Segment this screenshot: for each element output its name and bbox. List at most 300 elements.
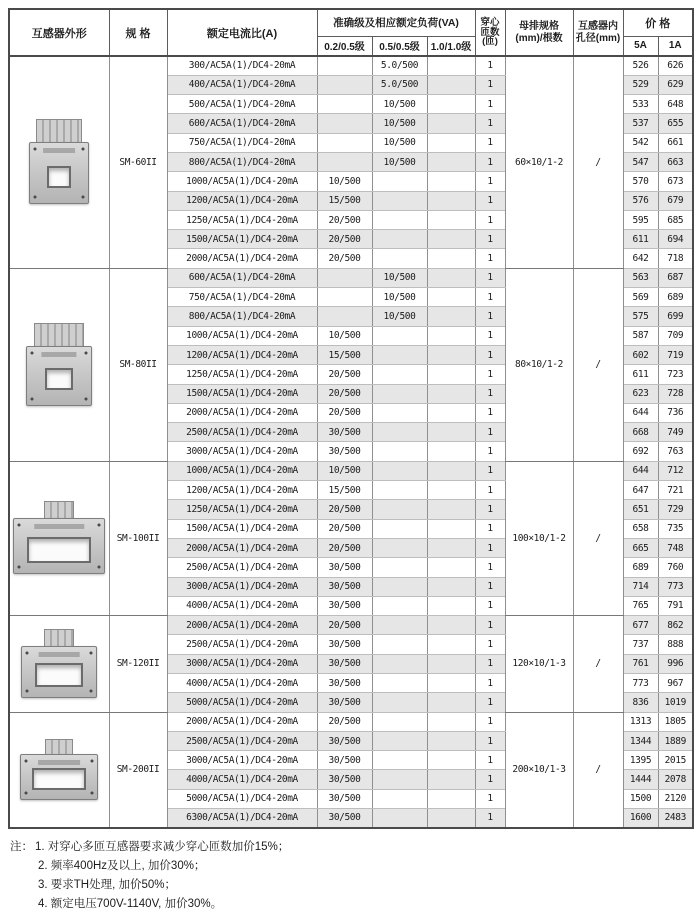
accuracy-10-value [427, 616, 475, 635]
accuracy-10-value [427, 133, 475, 152]
accuracy-10-value [427, 307, 475, 326]
ct-terminal-block [44, 629, 74, 647]
ct-body [29, 142, 89, 204]
col-header-price-5a: 5A [623, 36, 658, 56]
accuracy-05-value [372, 538, 427, 557]
ct-window [27, 537, 91, 563]
accuracy-05-value [372, 674, 427, 693]
price-1a-value: 888 [658, 635, 693, 654]
accuracy-10-value [427, 172, 475, 191]
turns-value: 1 [475, 326, 505, 345]
accuracy-02-value [317, 268, 372, 287]
price-5a-value: 1500 [623, 789, 658, 808]
ratio-value: 3000/AC5A(1)/DC4-20mA [167, 577, 317, 596]
price-1a-value: 729 [658, 500, 693, 519]
accuracy-10-value [427, 789, 475, 808]
turns-value: 1 [475, 423, 505, 442]
price-5a-value: 547 [623, 152, 658, 171]
price-1a-value: 699 [658, 307, 693, 326]
accuracy-02-value: 30/500 [317, 423, 372, 442]
turns-value: 1 [475, 172, 505, 191]
accuracy-05-value: 10/500 [372, 307, 427, 326]
ct-terminal-block [34, 323, 84, 347]
ct-photo-sm-60 [29, 119, 89, 205]
ct-body [26, 346, 92, 406]
turns-value: 1 [475, 442, 505, 461]
price-1a-value: 673 [658, 172, 693, 191]
accuracy-10-value [427, 423, 475, 442]
ct-terminal-block [36, 119, 82, 143]
accuracy-02-value: 20/500 [317, 519, 372, 538]
accuracy-10-value [427, 481, 475, 500]
accuracy-05-value: 10/500 [372, 95, 427, 114]
accuracy-10-value [427, 210, 475, 229]
ratio-value: 4000/AC5A(1)/DC4-20mA [167, 674, 317, 693]
price-5a-value: 773 [623, 674, 658, 693]
accuracy-10-value [427, 596, 475, 615]
price-1a-value: 749 [658, 423, 693, 442]
product-photo-cell [9, 461, 109, 615]
spec-label: SM-100II [109, 461, 167, 615]
price-1a-value: 721 [658, 481, 693, 500]
accuracy-05-value [372, 770, 427, 789]
col-header-price-group: 价 格 [623, 9, 693, 36]
price-5a-value: 692 [623, 442, 658, 461]
price-1a-value: 719 [658, 345, 693, 364]
price-1a-value: 2015 [658, 751, 693, 770]
col-header-price-1a: 1A [658, 36, 693, 56]
note-line [10, 838, 670, 857]
ratio-value: 1250/AC5A(1)/DC4-20mA [167, 500, 317, 519]
turns-value: 1 [475, 674, 505, 693]
ct-photo-sm-200 [20, 739, 98, 801]
accuracy-05-value: 10/500 [372, 152, 427, 171]
price-1a-value: 735 [658, 519, 693, 538]
ratio-value: 2500/AC5A(1)/DC4-20mA [167, 731, 317, 750]
price-5a-value: 677 [623, 616, 658, 635]
accuracy-05-value [372, 191, 427, 210]
ratio-value: 750/AC5A(1)/DC4-20mA [167, 288, 317, 307]
price-5a-value: 569 [623, 288, 658, 307]
busbar-spec-value: 200×10/1-3 [505, 712, 573, 828]
turns-value: 1 [475, 461, 505, 480]
accuracy-05-value [372, 500, 427, 519]
turns-value: 1 [475, 152, 505, 171]
col-header-hole [573, 9, 623, 56]
accuracy-10-value [427, 809, 475, 828]
turns-value: 1 [475, 635, 505, 654]
price-1a-value: 718 [658, 249, 693, 268]
turns-value: 1 [475, 114, 505, 133]
turns-value: 1 [475, 712, 505, 731]
price-5a-value: 602 [623, 345, 658, 364]
accuracy-05-value [372, 384, 427, 403]
note-item-3: 3. 要求TH处理, 加价50%； [38, 879, 177, 891]
accuracy-02-value: 30/500 [317, 596, 372, 615]
product-photo-cell [9, 56, 109, 268]
price-1a-value: 723 [658, 365, 693, 384]
accuracy-10-value [427, 268, 475, 287]
accuracy-02-value: 30/500 [317, 731, 372, 750]
price-1a-value: 626 [658, 56, 693, 75]
price-1a-value: 2120 [658, 789, 693, 808]
turns-value: 1 [475, 654, 505, 673]
col-header-turns-line2: 匝数 [480, 26, 500, 38]
ratio-value: 1000/AC5A(1)/DC4-20mA [167, 172, 317, 191]
price-1a-value: 1889 [658, 731, 693, 750]
price-1a-value: 728 [658, 384, 693, 403]
price-1a-value: 689 [658, 288, 693, 307]
price-1a-value: 687 [658, 268, 693, 287]
spec-label: SM-60II [109, 56, 167, 268]
price-1a-value: 1019 [658, 693, 693, 712]
price-5a-value: 689 [623, 558, 658, 577]
price-5a-value: 563 [623, 268, 658, 287]
accuracy-02-value [317, 288, 372, 307]
ct-terminal-block [44, 501, 74, 519]
price-1a-value: 996 [658, 654, 693, 673]
accuracy-05-value [372, 789, 427, 808]
notes [10, 838, 670, 912]
ratio-value: 2500/AC5A(1)/DC4-20mA [167, 558, 317, 577]
ratio-value: 400/AC5A(1)/DC4-20mA [167, 75, 317, 94]
accuracy-02-value: 30/500 [317, 789, 372, 808]
turns-value: 1 [475, 249, 505, 268]
turns-value: 1 [475, 751, 505, 770]
turns-value: 1 [475, 577, 505, 596]
accuracy-02-value [317, 307, 372, 326]
product-photo-cell [9, 712, 109, 828]
accuracy-10-value [427, 674, 475, 693]
accuracy-05-value: 10/500 [372, 268, 427, 287]
accuracy-10-value [427, 442, 475, 461]
ratio-value: 5000/AC5A(1)/DC4-20mA [167, 789, 317, 808]
table-row [9, 461, 693, 480]
note-item-2: 2. 频率400Hz及以上, 加价30%； [38, 860, 206, 872]
price-5a-value: 575 [623, 307, 658, 326]
ratio-value: 300/AC5A(1)/DC4-20mA [167, 56, 317, 75]
turns-value: 1 [475, 307, 505, 326]
ratio-value: 600/AC5A(1)/DC4-20mA [167, 268, 317, 287]
ratio-value: 1250/AC5A(1)/DC4-20mA [167, 210, 317, 229]
turns-value: 1 [475, 481, 505, 500]
price-5a-value: 765 [623, 596, 658, 615]
accuracy-05-value [372, 230, 427, 249]
hole-diameter-value: / [573, 56, 623, 268]
accuracy-10-value [427, 249, 475, 268]
accuracy-02-value: 20/500 [317, 249, 372, 268]
accuracy-05-value [372, 423, 427, 442]
price-5a-value: 647 [623, 481, 658, 500]
accuracy-05-value [372, 751, 427, 770]
accuracy-10-value [427, 384, 475, 403]
busbar-spec-value: 80×10/1-2 [505, 268, 573, 461]
price-1a-value: 748 [658, 538, 693, 557]
price-1a-value: 648 [658, 95, 693, 114]
price-1a-value: 663 [658, 152, 693, 171]
accuracy-10-value [427, 461, 475, 480]
price-1a-value: 1805 [658, 712, 693, 731]
accuracy-02-value: 30/500 [317, 577, 372, 596]
table-row [9, 616, 693, 635]
col-header-shape: 互感器外形 [9, 9, 109, 56]
price-5a-value: 570 [623, 172, 658, 191]
col-header-busbar-line2: (mm)/根数 [515, 32, 563, 44]
col-header-acc-10: 1.0/1.0级 [427, 36, 475, 56]
col-header-busbar-line1: 母排规格 [519, 21, 559, 32]
price-1a-value: 736 [658, 403, 693, 422]
turns-value: 1 [475, 403, 505, 422]
ct-body [13, 518, 105, 574]
accuracy-05-value [372, 558, 427, 577]
turns-value: 1 [475, 345, 505, 364]
price-5a-value: 644 [623, 403, 658, 422]
price-1a-value: 685 [658, 210, 693, 229]
ct-body [20, 754, 98, 800]
price-5a-value: 623 [623, 384, 658, 403]
ct-window [32, 768, 86, 790]
accuracy-05-value [372, 365, 427, 384]
ratio-value: 800/AC5A(1)/DC4-20mA [167, 152, 317, 171]
accuracy-02-value: 20/500 [317, 384, 372, 403]
price-5a-value: 1313 [623, 712, 658, 731]
accuracy-02-value: 20/500 [317, 365, 372, 384]
price-1a-value: 967 [658, 674, 693, 693]
price-1a-value: 791 [658, 596, 693, 615]
accuracy-05-value [372, 249, 427, 268]
ct-terminal-block [45, 739, 73, 755]
note-line [38, 895, 670, 912]
price-1a-value: 763 [658, 442, 693, 461]
accuracy-02-value: 20/500 [317, 712, 372, 731]
price-5a-value: 1395 [623, 751, 658, 770]
note-item-4: 4. 额定电压700V-1140V, 加价30%。 [38, 898, 223, 910]
turns-value: 1 [475, 384, 505, 403]
ratio-value: 1500/AC5A(1)/DC4-20mA [167, 519, 317, 538]
accuracy-02-value: 10/500 [317, 461, 372, 480]
turns-value: 1 [475, 210, 505, 229]
col-header-acc-02: 0.2/0.5级 [317, 36, 372, 56]
ratio-value: 3000/AC5A(1)/DC4-20mA [167, 442, 317, 461]
price-5a-value: 526 [623, 56, 658, 75]
accuracy-10-value [427, 693, 475, 712]
accuracy-02-value: 30/500 [317, 770, 372, 789]
accuracy-05-value [372, 809, 427, 828]
accuracy-02-value: 30/500 [317, 558, 372, 577]
accuracy-10-value [427, 770, 475, 789]
ratio-value: 2000/AC5A(1)/DC4-20mA [167, 249, 317, 268]
ratio-value: 500/AC5A(1)/DC4-20mA [167, 95, 317, 114]
price-5a-value: 533 [623, 95, 658, 114]
accuracy-10-value [427, 288, 475, 307]
price-1a-value: 694 [658, 230, 693, 249]
ratio-value: 1250/AC5A(1)/DC4-20mA [167, 365, 317, 384]
accuracy-02-value: 20/500 [317, 230, 372, 249]
price-1a-value: 2483 [658, 809, 693, 828]
accuracy-10-value [427, 500, 475, 519]
ratio-value: 4000/AC5A(1)/DC4-20mA [167, 770, 317, 789]
turns-value: 1 [475, 558, 505, 577]
accuracy-02-value: 20/500 [317, 403, 372, 422]
price-5a-value: 761 [623, 654, 658, 673]
accuracy-10-value [427, 577, 475, 596]
product-photo-cell [9, 616, 109, 712]
accuracy-10-value [427, 712, 475, 731]
accuracy-02-value [317, 133, 372, 152]
price-5a-value: 529 [623, 75, 658, 94]
ratio-value: 1200/AC5A(1)/DC4-20mA [167, 191, 317, 210]
note-line [38, 857, 670, 876]
accuracy-02-value: 20/500 [317, 500, 372, 519]
accuracy-10-value [427, 538, 475, 557]
price-5a-value: 1600 [623, 809, 658, 828]
accuracy-02-value: 30/500 [317, 635, 372, 654]
accuracy-02-value: 30/500 [317, 751, 372, 770]
accuracy-10-value [427, 191, 475, 210]
price-5a-value: 665 [623, 538, 658, 557]
spec-label: SM-80II [109, 268, 167, 461]
accuracy-02-value: 30/500 [317, 654, 372, 673]
accuracy-02-value: 20/500 [317, 538, 372, 557]
price-5a-value: 1344 [623, 731, 658, 750]
accuracy-02-value [317, 56, 372, 75]
col-header-turns-line3: (匝) [482, 36, 498, 48]
col-header-ratio: 额定电流比(A) [167, 9, 317, 56]
col-header-hole-line2: 孔径(mm) [575, 32, 621, 44]
accuracy-02-value: 30/500 [317, 674, 372, 693]
accuracy-05-value [372, 712, 427, 731]
spec-label: SM-120II [109, 616, 167, 712]
price-1a-value: 655 [658, 114, 693, 133]
turns-value: 1 [475, 538, 505, 557]
transformer-table-body [9, 56, 693, 828]
accuracy-10-value [427, 731, 475, 750]
accuracy-05-value [372, 403, 427, 422]
accuracy-05-value [372, 731, 427, 750]
price-5a-value: 1444 [623, 770, 658, 789]
price-5a-value: 668 [623, 423, 658, 442]
accuracy-05-value: 5.0/500 [372, 56, 427, 75]
ratio-value: 1200/AC5A(1)/DC4-20mA [167, 481, 317, 500]
price-5a-value: 611 [623, 230, 658, 249]
accuracy-05-value [372, 345, 427, 364]
price-5a-value: 542 [623, 133, 658, 152]
price-5a-value: 576 [623, 191, 658, 210]
ratio-value: 1000/AC5A(1)/DC4-20mA [167, 461, 317, 480]
col-header-busbar [505, 9, 573, 56]
hole-diameter-value: / [573, 268, 623, 461]
ratio-value: 1500/AC5A(1)/DC4-20mA [167, 230, 317, 249]
accuracy-10-value [427, 230, 475, 249]
turns-value: 1 [475, 133, 505, 152]
turns-value: 1 [475, 95, 505, 114]
turns-value: 1 [475, 596, 505, 615]
accuracy-02-value: 10/500 [317, 326, 372, 345]
accuracy-05-value [372, 461, 427, 480]
accuracy-05-value [372, 654, 427, 673]
accuracy-02-value: 20/500 [317, 616, 372, 635]
turns-value: 1 [475, 616, 505, 635]
table-header [9, 9, 693, 56]
price-5a-value: 651 [623, 500, 658, 519]
turns-value: 1 [475, 288, 505, 307]
price-1a-value: 773 [658, 577, 693, 596]
hole-diameter-value: / [573, 712, 623, 828]
accuracy-10-value [427, 95, 475, 114]
price-1a-value: 679 [658, 191, 693, 210]
col-header-turns-line1: 穿心 [480, 16, 500, 28]
ratio-value: 2000/AC5A(1)/DC4-20mA [167, 403, 317, 422]
hole-diameter-value: / [573, 616, 623, 712]
col-header-accuracy-group: 准确级及相应额定负荷(VA) [317, 9, 475, 36]
price-1a-value: 709 [658, 326, 693, 345]
ct-photo-sm-100 [13, 501, 105, 575]
price-1a-value: 2078 [658, 770, 693, 789]
price-5a-value: 537 [623, 114, 658, 133]
price-1a-value: 661 [658, 133, 693, 152]
accuracy-10-value [427, 635, 475, 654]
price-5a-value: 714 [623, 577, 658, 596]
price-1a-value: 629 [658, 75, 693, 94]
ratio-value: 1000/AC5A(1)/DC4-20mA [167, 326, 317, 345]
accuracy-10-value [427, 751, 475, 770]
accuracy-02-value [317, 75, 372, 94]
ratio-value: 2500/AC5A(1)/DC4-20mA [167, 635, 317, 654]
accuracy-10-value [427, 56, 475, 75]
price-1a-value: 712 [658, 461, 693, 480]
col-header-turns [475, 9, 505, 56]
turns-value: 1 [475, 365, 505, 384]
ct-photo-sm-120 [21, 629, 97, 699]
accuracy-02-value: 30/500 [317, 809, 372, 828]
busbar-spec-value: 100×10/1-2 [505, 461, 573, 615]
accuracy-02-value [317, 152, 372, 171]
turns-value: 1 [475, 809, 505, 828]
accuracy-05-value: 5.0/500 [372, 75, 427, 94]
accuracy-05-value [372, 519, 427, 538]
accuracy-10-value [427, 114, 475, 133]
ratio-value: 2000/AC5A(1)/DC4-20mA [167, 538, 317, 557]
hole-diameter-value: / [573, 461, 623, 615]
accuracy-10-value [427, 519, 475, 538]
accuracy-02-value: 10/500 [317, 172, 372, 191]
ratio-value: 2500/AC5A(1)/DC4-20mA [167, 423, 317, 442]
ratio-value: 5000/AC5A(1)/DC4-20mA [167, 693, 317, 712]
accuracy-02-value: 30/500 [317, 442, 372, 461]
accuracy-10-value [427, 152, 475, 171]
accuracy-05-value [372, 693, 427, 712]
ct-photo-sm-80 [26, 323, 92, 407]
price-5a-value: 595 [623, 210, 658, 229]
accuracy-02-value: 15/500 [317, 345, 372, 364]
table-row [9, 712, 693, 731]
table-row [9, 56, 693, 75]
spec-label: SM-200II [109, 712, 167, 828]
price-5a-value: 644 [623, 461, 658, 480]
accuracy-05-value [372, 210, 427, 229]
turns-value: 1 [475, 789, 505, 808]
busbar-spec-value: 120×10/1-3 [505, 616, 573, 712]
ratio-value: 2000/AC5A(1)/DC4-20mA [167, 712, 317, 731]
price-5a-value: 642 [623, 249, 658, 268]
turns-value: 1 [475, 191, 505, 210]
turns-value: 1 [475, 770, 505, 789]
accuracy-10-value [427, 365, 475, 384]
accuracy-10-value [427, 654, 475, 673]
ratio-value: 4000/AC5A(1)/DC4-20mA [167, 596, 317, 615]
price-5a-value: 587 [623, 326, 658, 345]
price-5a-value: 836 [623, 693, 658, 712]
